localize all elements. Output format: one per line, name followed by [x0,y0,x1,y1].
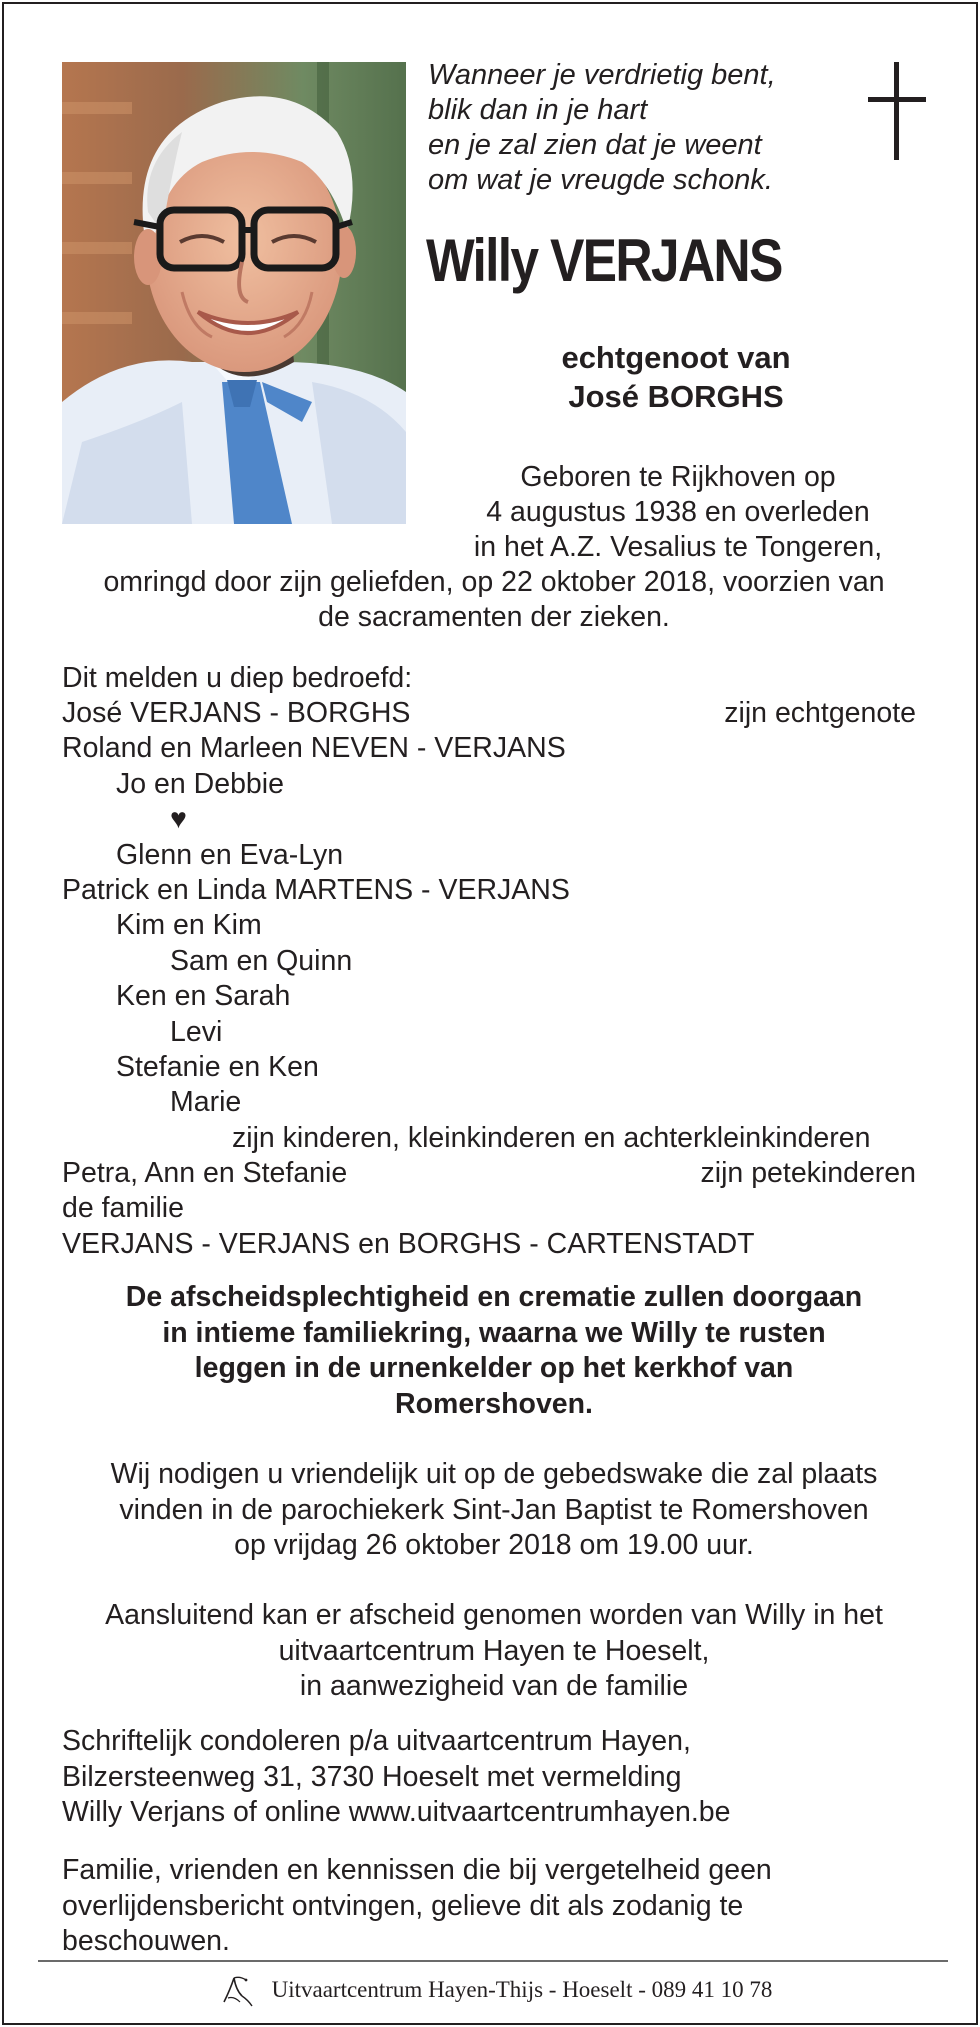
family-member-name: Patrick en Linda MARTENS - VERJANS [62,873,570,906]
portrait-photo [62,62,406,524]
closing-line: overlijdensbericht ontvingen, gelieve dit als zodanig te [62,1889,744,1922]
vigil-invitation [44,1457,944,1564]
family-member-name: Marie [170,1086,242,1119]
farewell-info [44,1598,944,1705]
poem-line: om wat je vreugde schonk. [428,164,773,196]
condolence-line: Schriftelijk condoleren p/a uitvaartcentrum Hayen, [62,1725,691,1757]
vigil-line: Wij nodigen u vriendelijk uit op de gebedswake die zal plaats [110,1458,878,1490]
family-member-name: de familie [62,1192,184,1225]
family-member-name: Levi [170,1015,223,1048]
closing-line: beschouwen. [62,1925,230,1957]
birth-line: in het A.Z. Vesalius te Tongeren, [473,531,883,563]
family-member-name: Glenn en Eva-Lyn [116,838,344,871]
family-member-role: zijn echtgenote [724,697,916,729]
family-member-name: Petra, Ann en Stefanie [62,1157,348,1190]
spouse-label: echtgenoot van [561,340,791,375]
birth-line: 4 augustus 1938 en overleden [486,496,870,528]
notice-line: De afscheidsplechtigheid en crematie zullen doorgaan [125,1281,863,1313]
poem [428,58,828,198]
family-member-name: José VERJANS - BORGHS [62,697,411,729]
family-row [62,1050,922,1085]
funeral-home-info: Uitvaartcentrum Hayen-Thijs - Hoeselt - 089 41 10 78 [271,1977,773,2002]
bird-logo-icon [216,1968,260,2012]
family-row [62,838,922,873]
farewell-line: in aanwezigheid van de familie [299,1670,689,1702]
family-row [62,1085,922,1120]
family-member-name: Sam en Quinn [170,944,353,977]
deceased-name: Willy VERJANS [426,227,782,294]
family-row [62,873,922,908]
family-member-name: VERJANS - VERJANS en BORGHS - CARTENSTADT [62,1227,755,1260]
birth-line: Geboren te Rijkhoven op [520,461,836,493]
closing-note [62,1853,922,1960]
family-relation-summary: zijn kinderen, kleinkinderen en achterkleinkinderen [232,1121,871,1154]
birth-line: de sacramenten der zieken. [318,601,670,633]
condolence-info [62,1724,922,1831]
family-row [62,979,922,1014]
poem-line: en je zal zien dat je weent [428,129,762,161]
birth-details-continued [54,565,934,635]
condolence-line: Willy Verjans of online www.uitvaartcentrumhayen.be [62,1796,731,1828]
obituary-card [2,2,978,2025]
vigil-line: vinden in de parochiekerk Sint-Jan Baptist te Romershoven [119,1493,869,1526]
notice-line: Romershoven. [395,1387,593,1420]
family-row [62,767,922,802]
footer-divider [38,1960,948,1962]
family-row [62,1015,922,1050]
family-row [62,1191,922,1226]
family-member-name: Roland en Marleen NEVEN - VERJANS [62,732,566,765]
family-member-role: zijn petekinderen [700,1157,916,1190]
birth-line: omringd door zijn geliefden, op 22 oktober 2018, voorzien van [103,566,885,598]
family-intro: Dit melden u diep bedroefd: [62,662,413,694]
condolence-line: Bilzersteenweg 31, 3730 Hoeselt met vermelding [62,1760,682,1793]
birth-details [424,460,932,565]
spouse-name: José BORGHS [568,379,784,414]
family-row [62,908,922,943]
family-member-name: Ken en Sarah [116,980,291,1013]
family-row [62,731,922,766]
family-row [62,1156,922,1191]
family-row [62,802,922,837]
spouse-block [418,338,934,416]
family-member-name: Kim en Kim [116,909,262,942]
closing-line: Familie, vrienden en kennissen die bij vergetelheid geen [62,1854,772,1886]
footer [164,1968,824,2012]
family-row [62,1227,922,1262]
family-member-name: Jo en Debbie [116,767,284,800]
vigil-line: op vrijdag 26 oktober 2018 om 19.00 uur. [234,1529,754,1561]
heart-icon: ♥ [170,803,187,836]
farewell-line: uitvaartcentrum Hayen te Hoeselt, [278,1634,710,1667]
notice-line: leggen in de urnenkelder op het kerkhof van [194,1352,794,1384]
family-list [62,696,922,1262]
family-member-name: Stefanie en Ken [116,1050,319,1083]
notice-line: in intieme familiekring, waarna we Willy te rusten [162,1316,826,1349]
farewell-line: Aansluitend kan er afscheid genomen worden van Willy in het [105,1599,883,1631]
poem-line: Wanneer je verdrietig bent, [428,59,776,91]
portrait-illustration [62,62,406,524]
poem-line: blik dan in je hart [428,94,648,126]
cross-icon [868,62,926,165]
family-row [62,944,922,979]
ceremony-notice [44,1280,944,1422]
family-row [62,1121,922,1156]
family-row [62,696,922,731]
